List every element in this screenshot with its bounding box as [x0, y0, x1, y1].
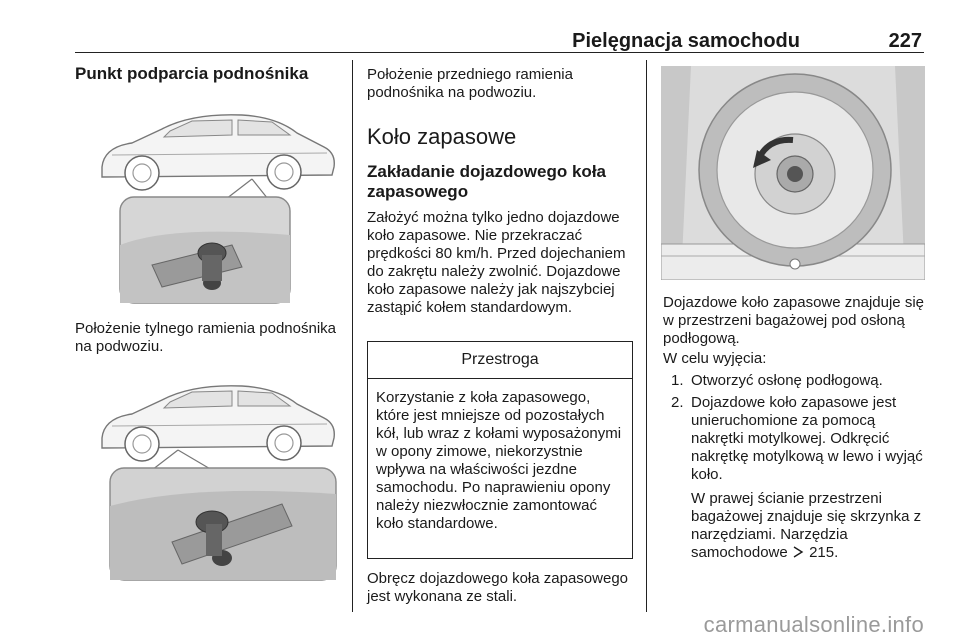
tool-box-note: W prawej ścianie przestrzeni bagażowej znajduje się skrzynka z narzędziami. Narzędzia samochodowe 215.	[691, 490, 922, 561]
steel-rim-text: Obręcz dojazdowego koła zapasowego jest wykonana ze stali.	[367, 570, 628, 605]
spare-wheel-heading: Koło zapasowe	[367, 124, 517, 149]
jack-point-heading: Punkt podparcia podnośnika	[75, 64, 309, 83]
caution-text: Korzystanie z koła zapasowego, które jest mniejsze od pozostałych kół, lub wraz z kołami wyposażonymi w opony zimowe, niekorzystnie wpływa na właściwości jezdne samochodu. Po naprawieniu opony należy niezwłocznie zamontować koło standardowe.	[376, 389, 622, 532]
mounting-spare-text: Założyć można tylko jedno dojazdowe koło zapasowe. Nie przekraczać prędkości 80 km/h. Przed dojechaniem do zakrętu należy zwolnić. Dojazdowe koło zapasowe należy jak najszybciej zastąpić kołem standardowym.	[367, 209, 626, 316]
column-divider-right	[646, 60, 647, 612]
spare-wheel-trunk-illustration	[661, 66, 925, 280]
header-rule	[75, 52, 924, 53]
removal-steps	[663, 372, 928, 488]
list-item: 2. Dojazdowe koło zapasowe jest unieruchomione za pomocą nakrętki motylkowej. Odkręcić nakrętkę motylkową w lewo i wyjąć koło.	[671, 394, 923, 483]
list-item: 1. Otworzyć osłonę podłogową.	[671, 372, 883, 389]
page-number: 227	[888, 30, 922, 52]
watermark: carmanualsonline.info	[703, 612, 924, 637]
front-jack-caption: Położenie przedniego ramienia podnośnika na podwoziu.	[367, 66, 573, 101]
front-jack-point-illustration	[92, 366, 342, 586]
column-divider-left	[352, 60, 353, 612]
caution-box	[367, 341, 633, 559]
spare-location-caption: Dojazdowe koło zapasowe znajduje się w przestrzeni bagażowej pod osłoną podłogową.	[663, 294, 924, 347]
caution-title: Przestroga	[368, 342, 632, 379]
arrow-right-outline-icon	[793, 546, 804, 558]
rear-jack-caption: Położenie tylnego ramienia podnośnika na podwoziu.	[75, 320, 337, 355]
page-header-title: Pielęgnacja samochodu	[572, 30, 800, 52]
rear-jack-point-illustration	[92, 95, 342, 307]
mounting-spare-heading: Zakładanie dojazdowego koła zapasowego	[367, 162, 606, 201]
removal-intro: W celu wyjęcia:	[663, 350, 767, 367]
cross-reference-link[interactable]: 215.	[809, 544, 839, 561]
